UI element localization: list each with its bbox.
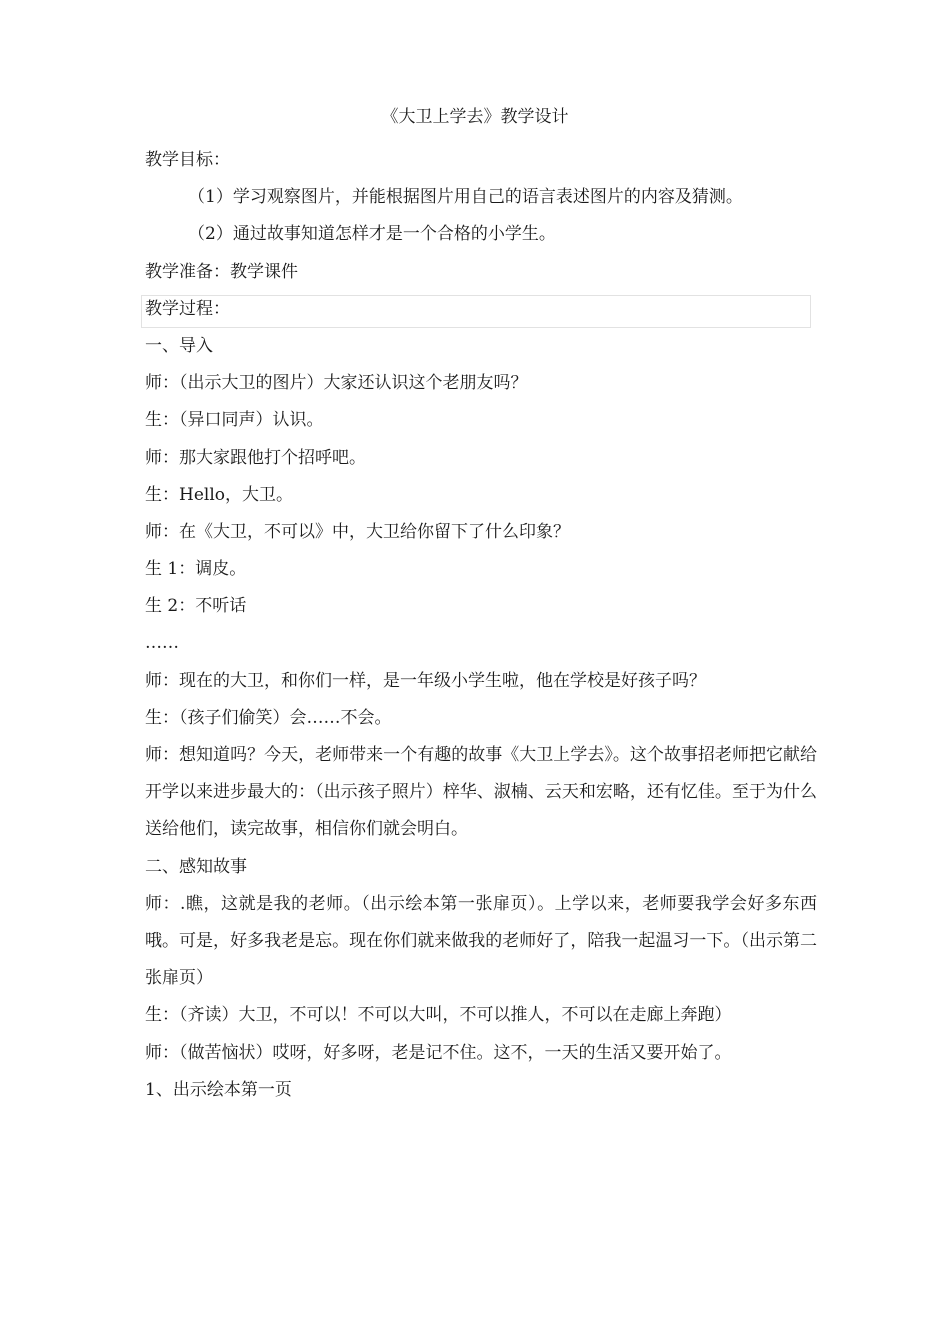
dialogue-line: 师：（做苦恼状）哎呀，好多呀，老是记不住。这不，一天的生活又要开始了。 [145,1042,732,1063]
step-heading: 1、出示绘本第一页 [145,1079,292,1100]
dialogue-line: 生：（孩子们偷笑）会……不会。 [145,707,392,728]
dialogue-line: 生：Hello，大卫。 [145,484,293,505]
dialogue-line: 师：（出示大卫的图片）大家还认识这个老朋友吗？ [145,373,528,394]
section-heading-story: 二、感知故事 [145,856,247,877]
dialogue-line: 师：那大家跟他打个招呼吧。 [145,447,366,468]
objective-item: （1）学习观察图片，并能根据图片用自己的语言表述图片的内容及猜测。 [188,187,743,208]
dialogue-line: 生 1：调皮。 [145,559,247,580]
section-heading-intro: 一、导入 [145,335,213,356]
ellipsis-line: …… [145,633,179,654]
dialogue-line: 师：在《大卫，不可以》中，大卫给你留下了什么印象？ [145,521,570,542]
dialogue-paragraph: 师：.瞧，这就是我的老师。（出示绘本第一张扉页）。上学以来，老师要我学会好多东西哦。可是，好多我老是忘。现在你们就来做我的老师好了，陪我一起温习一下。（出示第二张扉页） [145,893,817,989]
section-heading-objectives: 教学目标： [145,150,230,170]
dialogue-line: 生 2：不听话 [145,596,247,617]
document-body [145,142,817,1109]
objective-item: （2）通过故事知道怎样才是一个合格的小学生。 [188,224,556,245]
dialogue-line: 生：（齐读）大卫，不可以！不可以大叫，不可以推人，不可以在走廊上奔跑） [145,1005,732,1026]
document-title: 《大卫上学去》教学设计 [381,107,569,127]
dialogue-paragraph: 师：想知道吗？今天，老师带来一个有趣的故事《大卫上学去》。这个故事招老师把它献给开学以来进步最大的：（出示孩子照片）梓华、淑楠、云天和宏略，还有忆佳。至于为什么送给他们，读完故事，相信你们就会明白。 [145,745,817,840]
section-heading-process: 教学过程： [145,291,817,328]
dialogue-line: 师：现在的大卫，和你们一样，是一年级小学生啦，他在学校是好孩子吗？ [145,670,706,691]
section-heading-preparation: 教学准备：教学课件 [145,261,298,282]
dialogue-line: 生：（异口同声）认识。 [145,410,324,431]
